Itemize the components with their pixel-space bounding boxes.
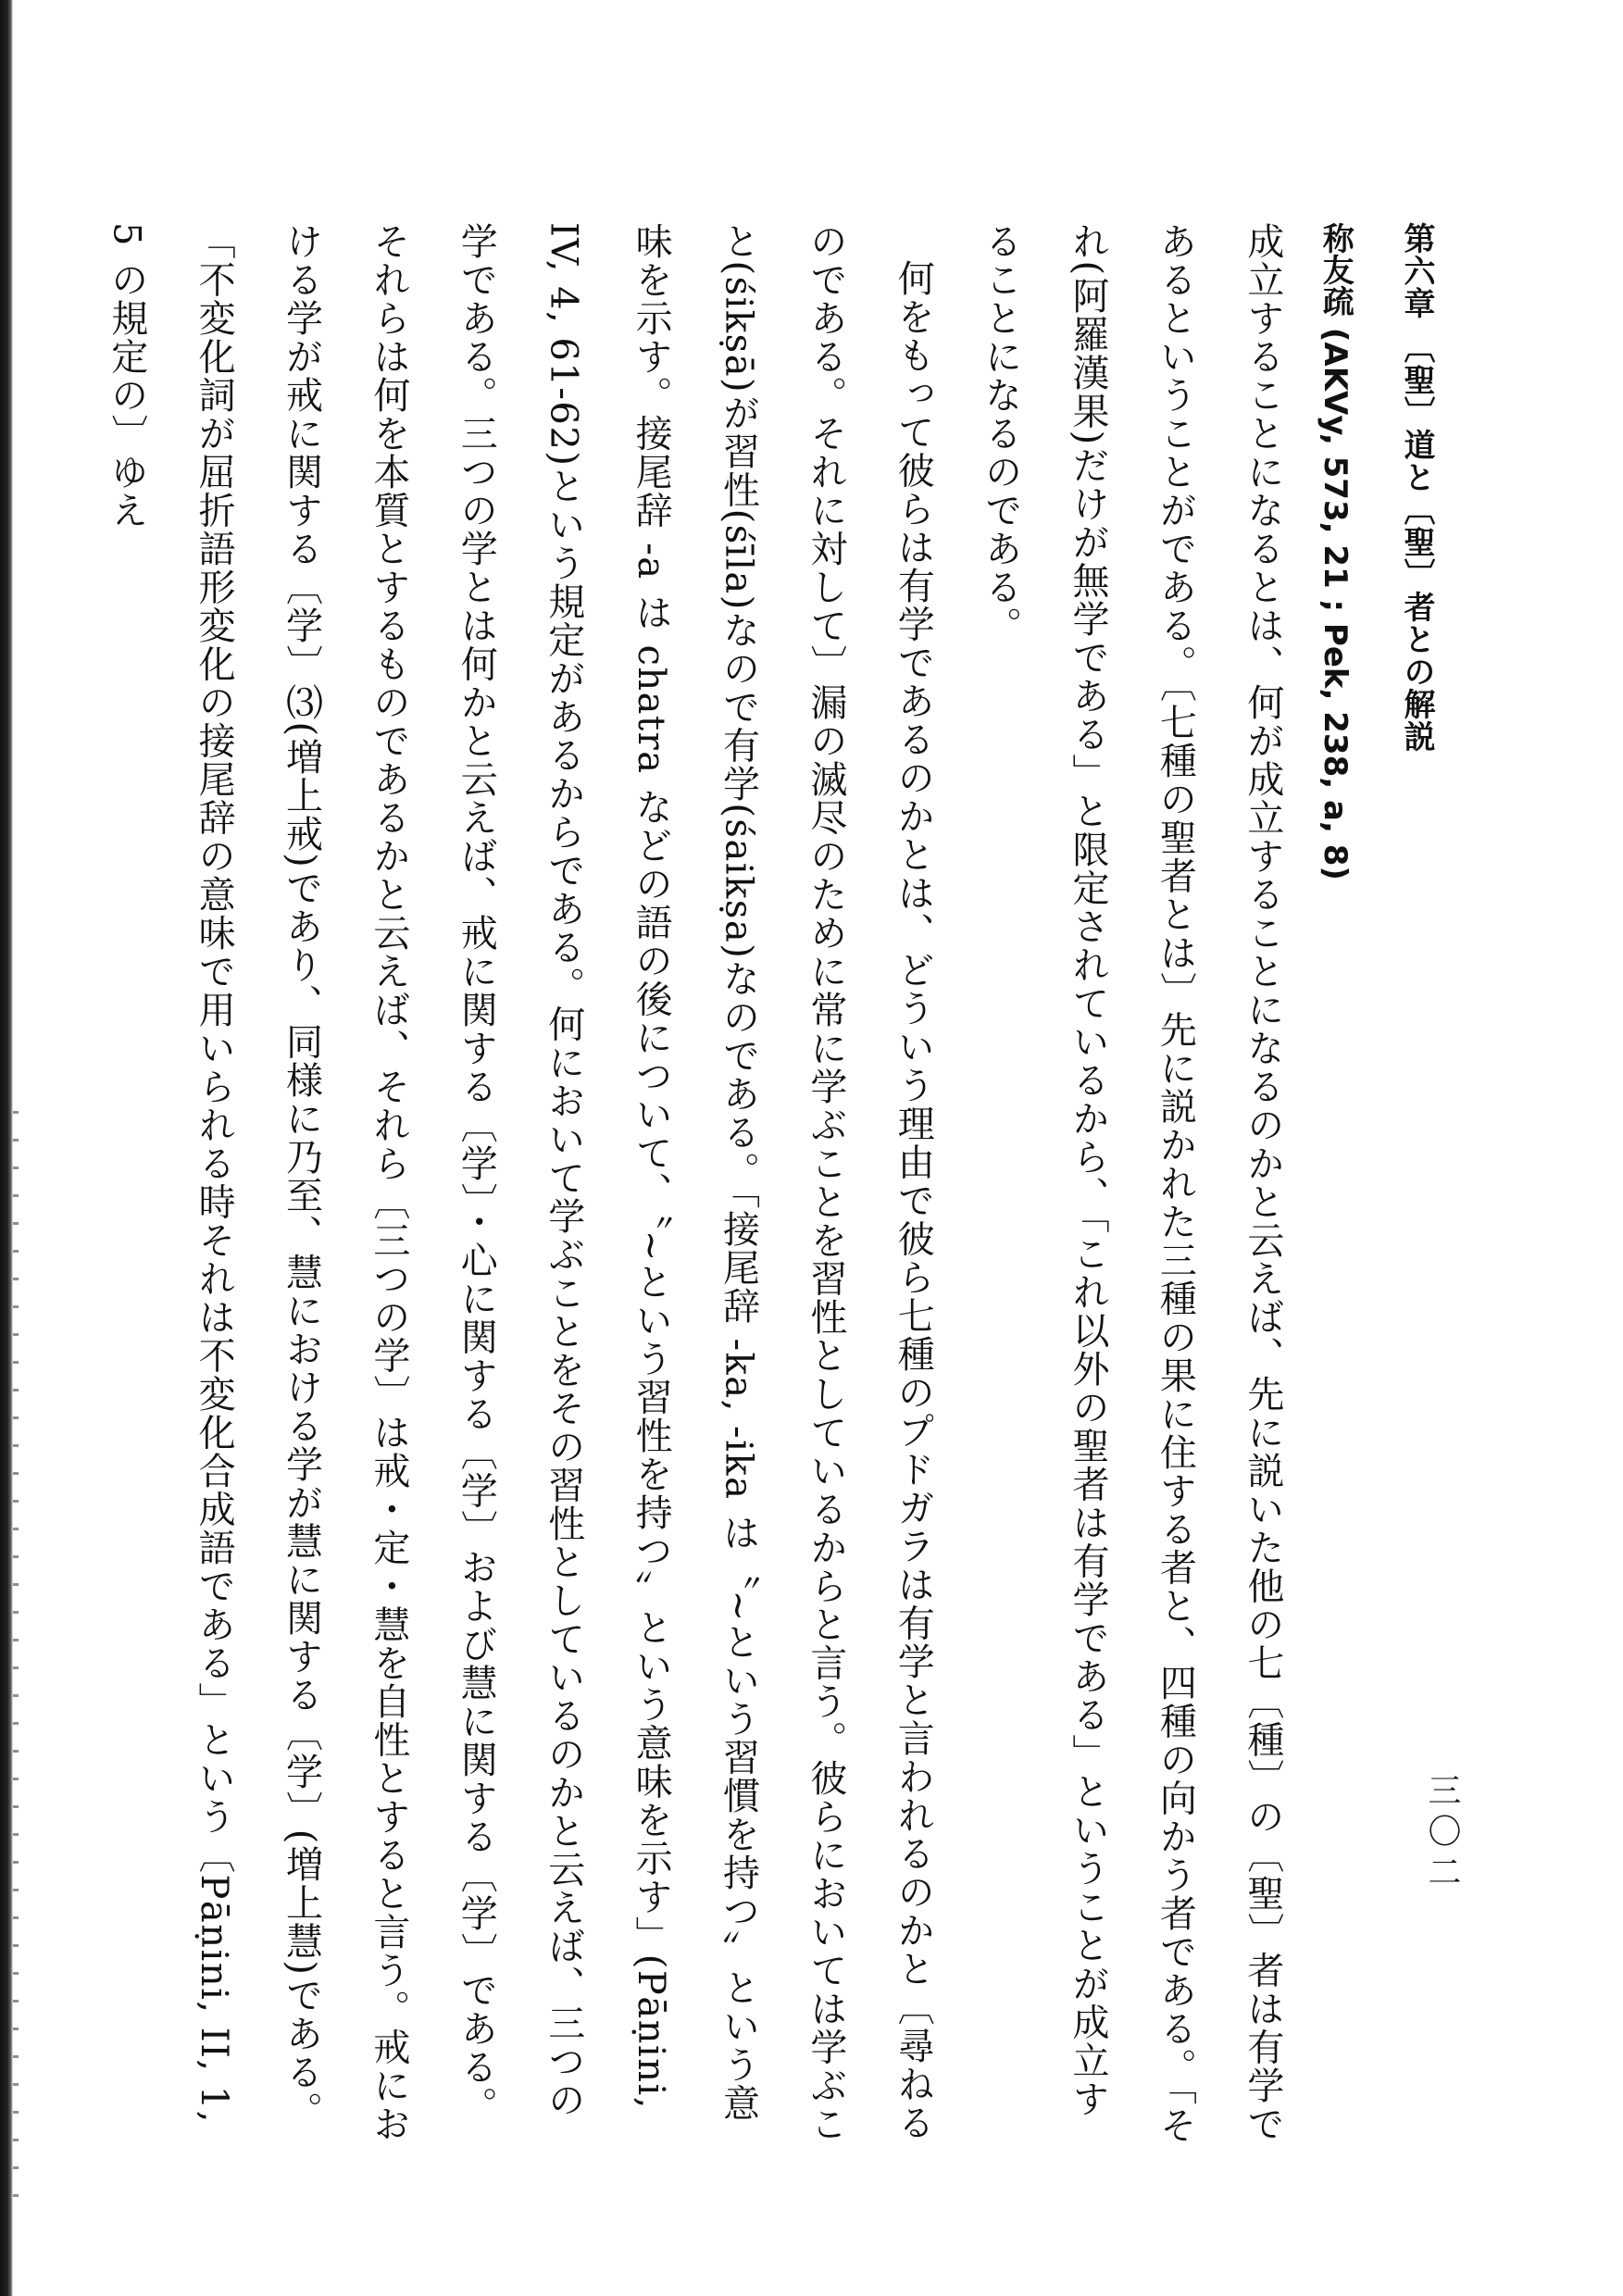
binding-speckle bbox=[13, 1111, 19, 2222]
paragraph-1: 成立することになるとは、何が成立することになるのかと云えば、先に説いた他の七〔種〕の〔聖〕者は有学であるということがである。〔七種の聖者とは〕先に説かれた三種の果に住する者と、四種の向かう者である。「それ(阿羅漢果)だけが無学である」と限定されているから、「これ以外の聖者は有学である」ということが成立することになるのである。 bbox=[979, 222, 1284, 2145]
section-heading: 称友疏 (AKVy, 573, 21 ; Pek, 238, a, 8) bbox=[1317, 222, 1355, 880]
body-text bbox=[82, 222, 1305, 2148]
running-head: 第六章 〔聖〕道と〔聖〕者との解説 bbox=[1398, 222, 1435, 753]
binding-edge bbox=[0, 0, 13, 2296]
page-body bbox=[105, 222, 1435, 2148]
page-number: 三〇二 bbox=[1423, 1773, 1461, 1895]
paragraph-2: 何をもって彼らは有学であるのかとは、どういう理由で彼ら七種のプドガラは有学と言われるのかと〔尋ねるのである。それに対して〕漏の滅尽のために常に学ぶことを習性としているからと言う。彼らにおいては学ぶこと(śikṣā)が習性(śīla)なので有学(śaikṣa)なのである。「接尾辞 -ka, -ika は〝~という習慣を持つ〟という意味を示す。接尾辞 -a は chatra などの語の後について、〝~という習性を持つ〟という意味を示す」(Pāṇini, IV, 4, 61-62)という規定があるからである。何において学ぶことをその習性としているのかと云えば、三つの学である。三つの学とは何かと云えば、戒に関する〔学〕・心に関する〔学〕および慧に関する〔学〕である。それらは何を本質とするものであるかと云えば、それら〔三つの学〕は戒・定・慧を自性とすると言う。戒における学が戒に関する〔学〕⑶(増上戒)であり、同様に乃至、慧における学が慧に関する〔学〕(増上慧)である。「不変化詞が屈折語形変化の接尾辞の意味で用いられる時それは不変化合成語である」という〔Pāṇini, II, 1, 5 の規定の〕ゆえ bbox=[105, 222, 935, 2143]
